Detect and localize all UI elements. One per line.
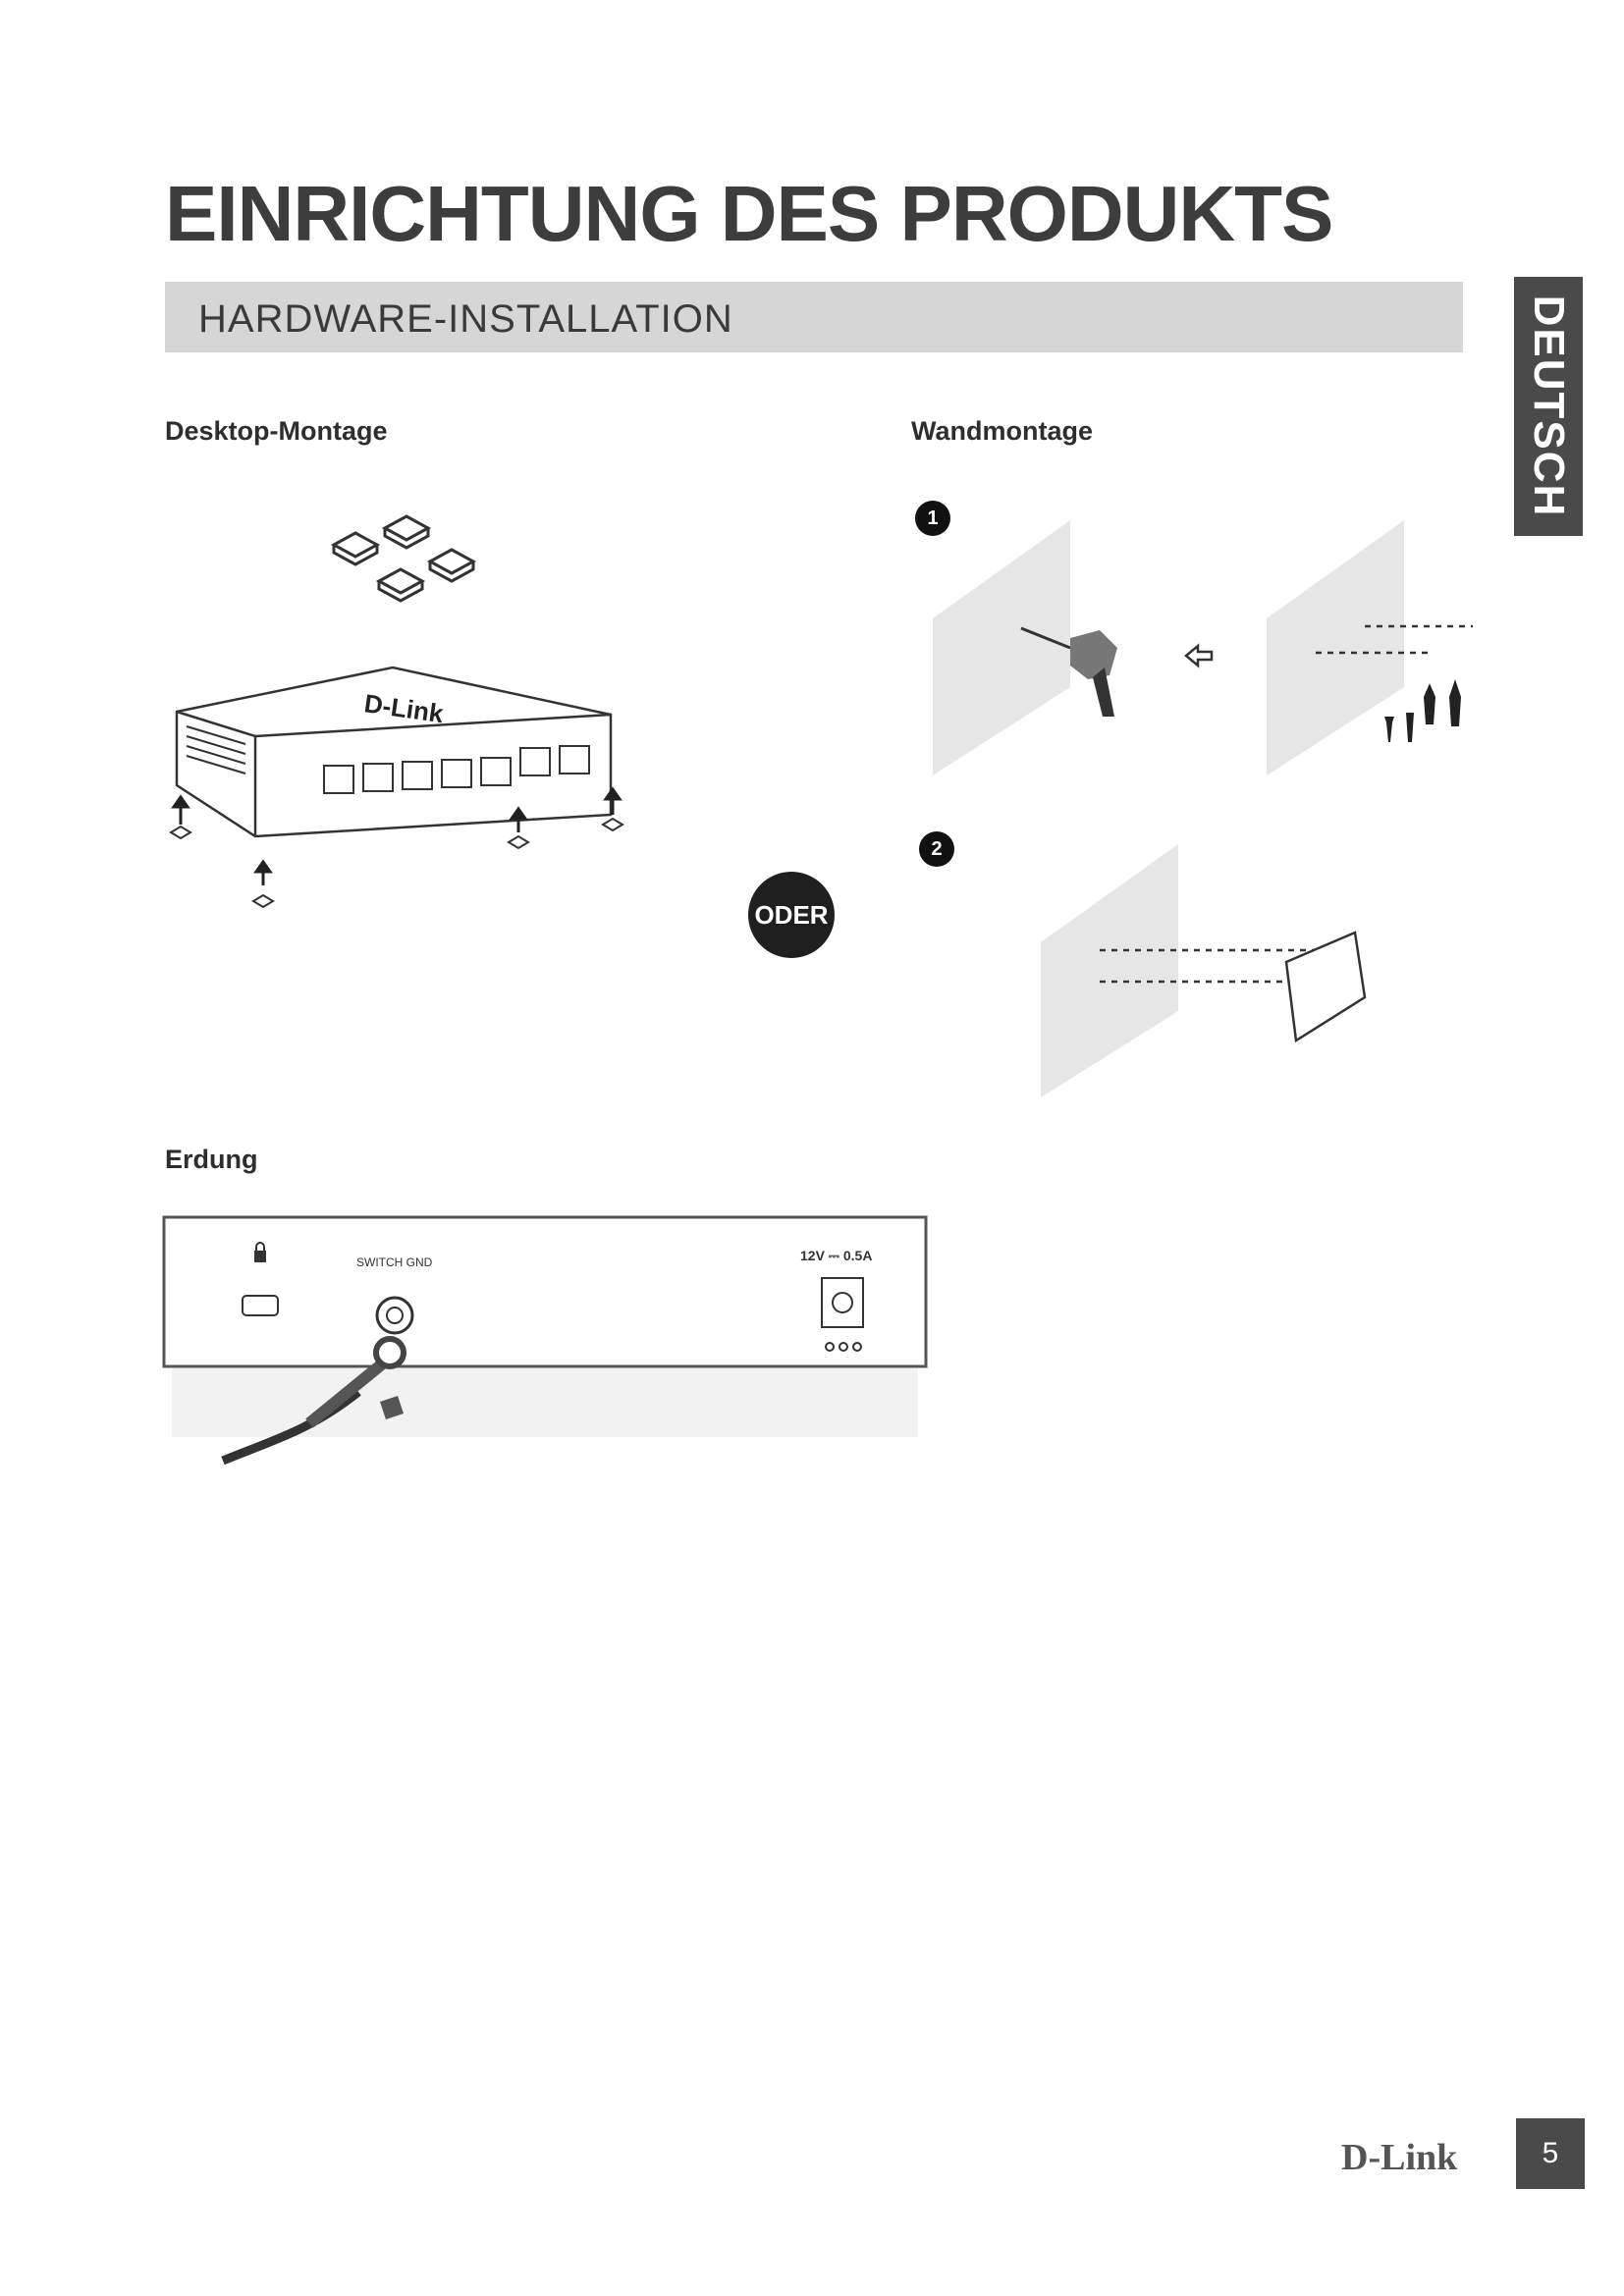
language-tab-label: DEUTSCH — [1525, 294, 1573, 518]
switch-gnd-label: SWITCH GND — [356, 1255, 433, 1269]
grounding-illustration — [162, 1215, 938, 1480]
wall-panel — [1267, 520, 1404, 775]
wall-panel — [933, 520, 1070, 775]
step-2-badge: 2 — [919, 831, 954, 867]
panel-shadow — [172, 1368, 918, 1437]
grounding-heading: Erdung — [165, 1145, 258, 1174]
wall-mount-step2-illustration — [1041, 844, 1375, 1099]
switch-rear-panel — [164, 1217, 926, 1366]
device-logo: D-Link — [362, 688, 446, 729]
section-subtitle: HARDWARE-INSTALLATION — [198, 297, 733, 341]
step-1-badge: 1 — [915, 501, 950, 536]
section-bar — [165, 282, 1463, 352]
or-badge: ODER — [748, 872, 835, 958]
wall-mount-heading: Wandmontage — [911, 416, 1093, 446]
foot-pads — [171, 819, 623, 907]
switch-device-side — [1286, 933, 1365, 1041]
power-rating-label: 12V ⎓ 0.5A — [800, 1248, 873, 1263]
brand-logo: D-Link — [1341, 2137, 1458, 2178]
arrow-right-icon — [1186, 646, 1212, 666]
wall-panel — [1041, 844, 1178, 1097]
desktop-mount-heading: Desktop-Montage — [165, 416, 388, 446]
page-title: EINRICHTUNG DES PRODUKTS — [165, 170, 1333, 257]
page-number: 5 — [1516, 2118, 1585, 2189]
wall-mount-step1-illustration — [923, 510, 1483, 785]
desktop-mount-illustration — [157, 491, 668, 942]
rubber-feet-icon — [334, 516, 473, 601]
language-tab — [1514, 277, 1583, 536]
